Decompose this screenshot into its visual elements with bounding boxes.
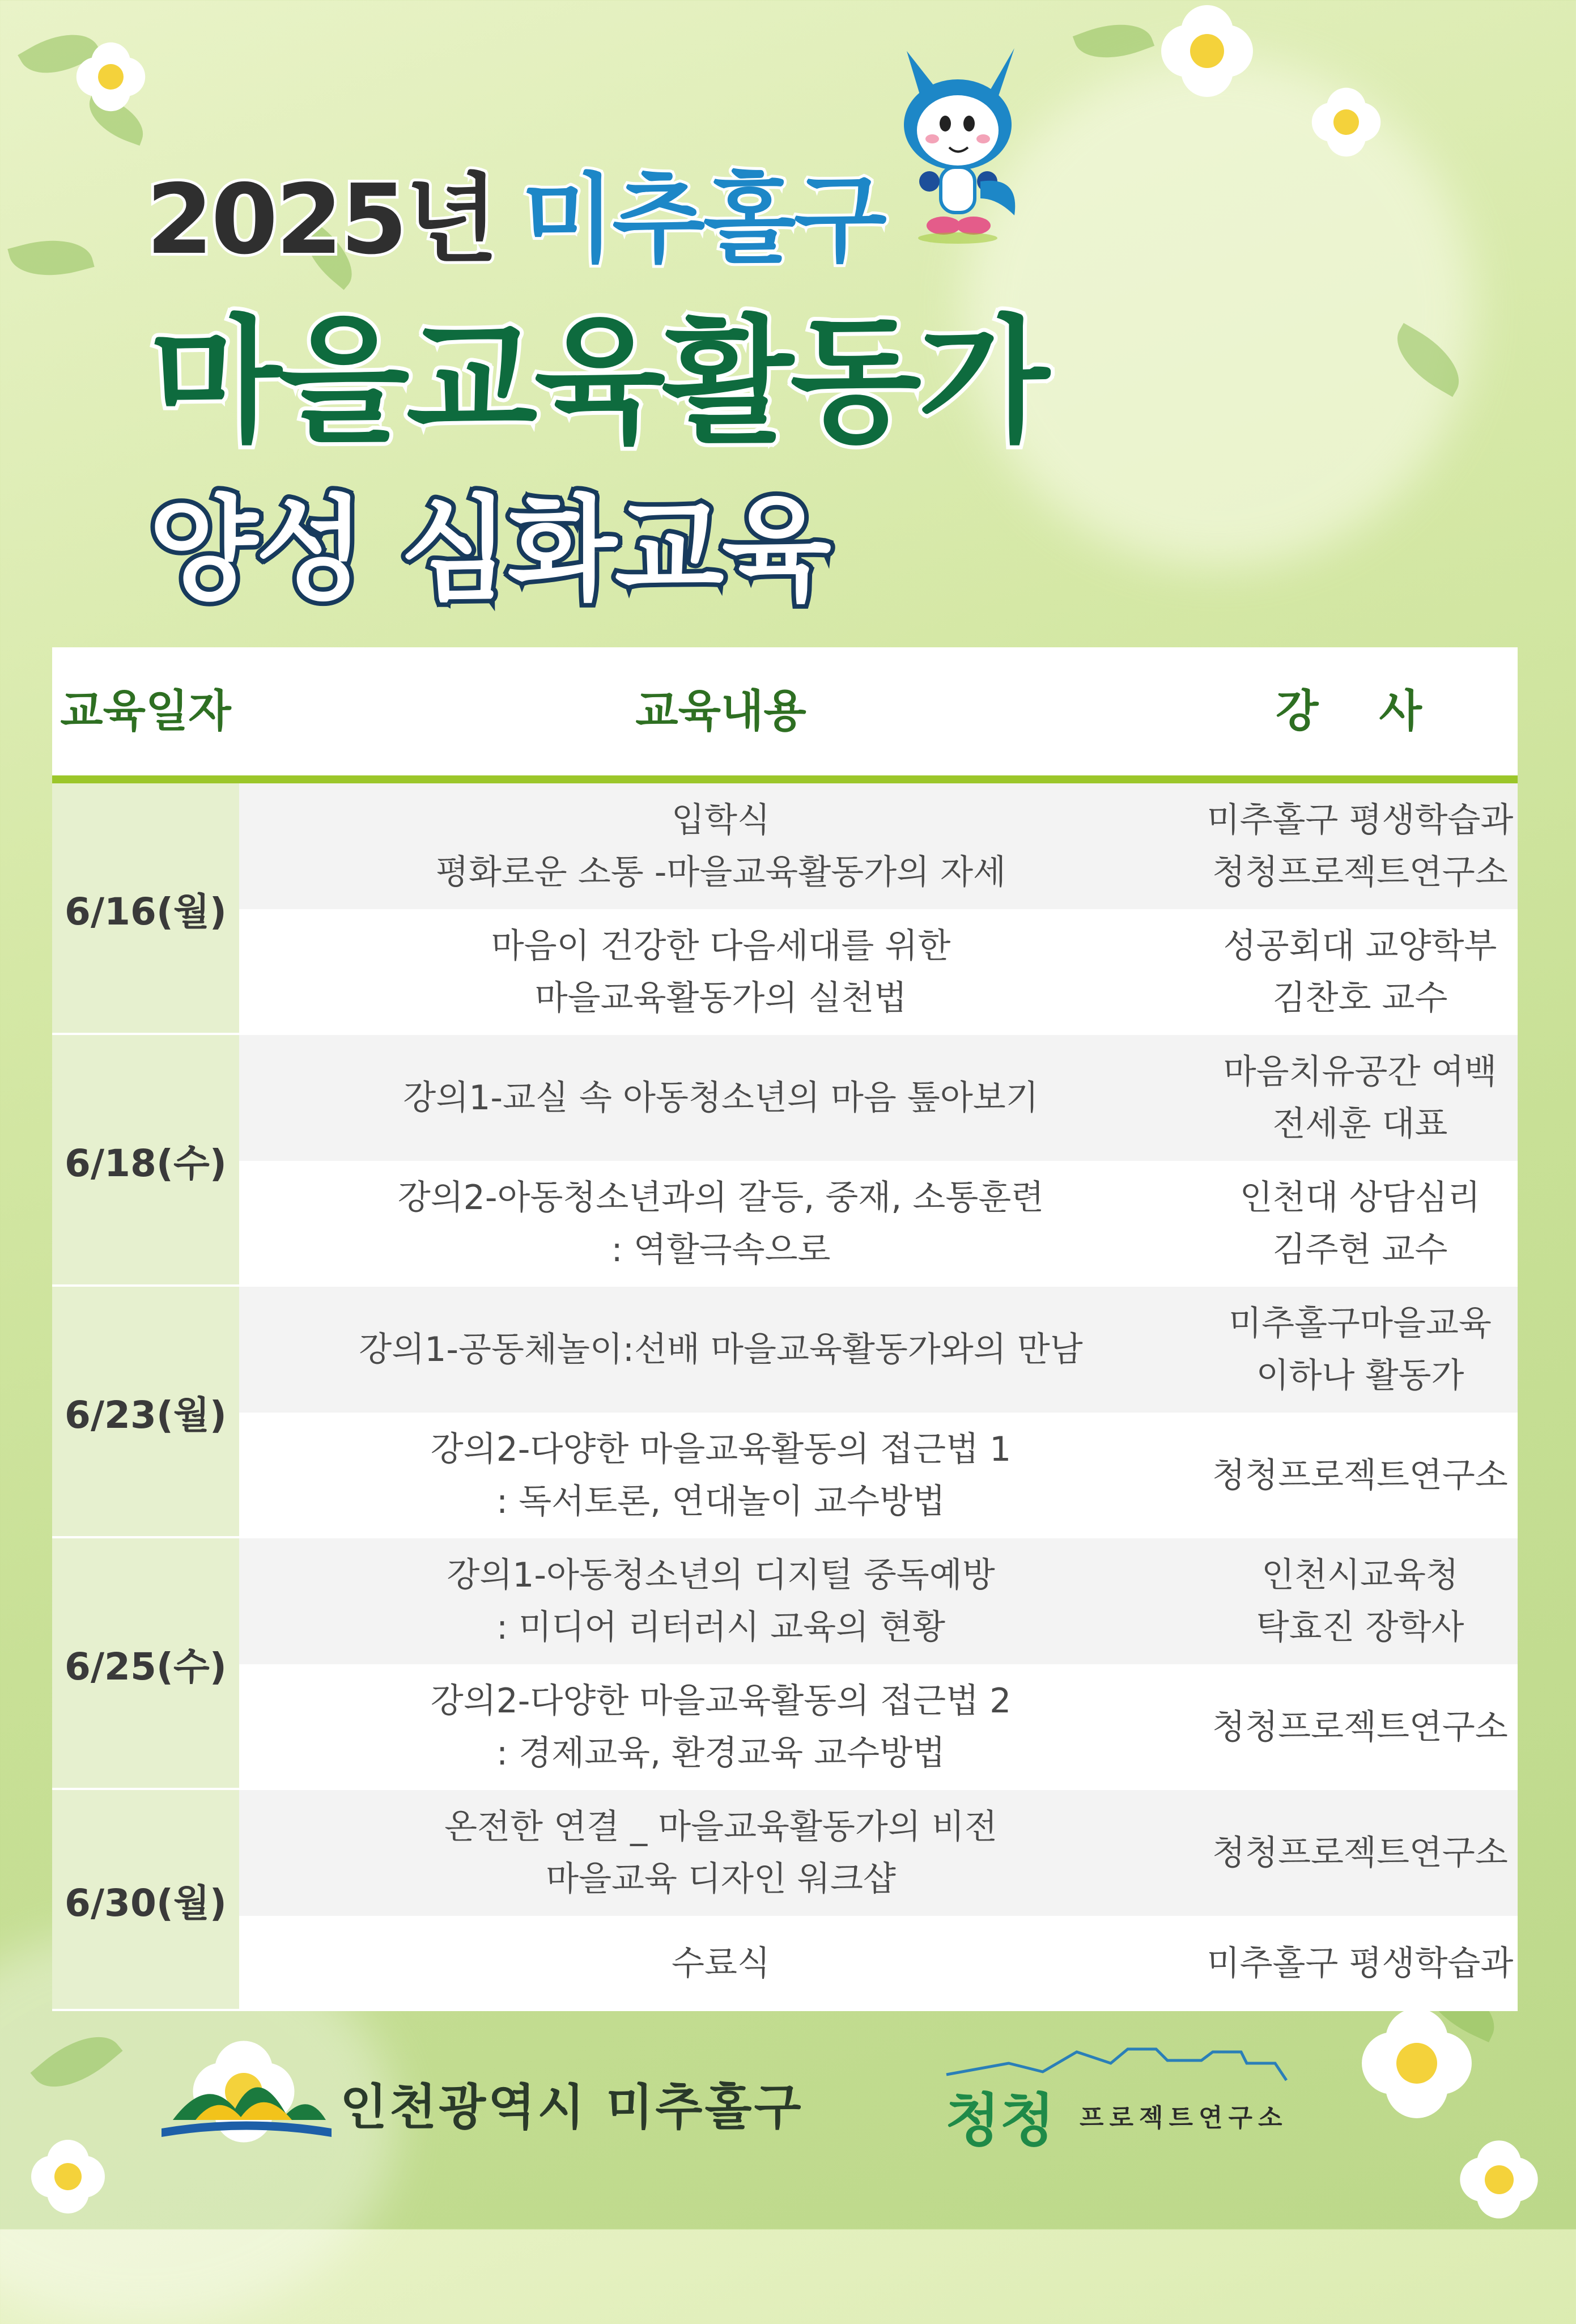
mascot-icon bbox=[884, 45, 1031, 249]
footer-org-michuhol: 인천광역시 미추홀구 bbox=[340, 2079, 804, 2136]
content-line: : 역할극속으로 bbox=[611, 1230, 831, 1270]
footer-org-name: 프로젝트연구소 bbox=[1080, 2104, 1288, 2132]
table-row bbox=[239, 1790, 1518, 1916]
title-year: 2025년 bbox=[146, 164, 496, 276]
lecturer-cell bbox=[1203, 1664, 1518, 1790]
content-cell bbox=[239, 1413, 1203, 1538]
lecturer-line: 청청프로젝트연구소 bbox=[1212, 1456, 1508, 1495]
content-line: 마을교육활동가의 실천법 bbox=[534, 978, 907, 1018]
table-row bbox=[239, 1664, 1518, 1790]
table-row bbox=[239, 1161, 1518, 1287]
lecturer-line: 미추홀구 평생학습과 bbox=[1207, 1944, 1514, 1983]
lecturer-cell bbox=[1203, 1538, 1518, 1664]
lecturer-line: 김찬호 교수 bbox=[1272, 978, 1448, 1018]
flower-icon bbox=[1150, 0, 1264, 108]
lecturer-cell bbox=[1203, 1916, 1518, 2011]
date-cell: 6/18(수) bbox=[52, 1035, 239, 1287]
content-cell bbox=[239, 1538, 1203, 1664]
page-title: 마을교육활동가 bbox=[150, 302, 1046, 461]
schedule-table bbox=[52, 647, 1518, 2011]
header-date: 교육일자 bbox=[60, 686, 231, 737]
content-line: 강의2-다양한 마을교육활동의 접근법 1 bbox=[430, 1430, 1012, 1469]
content-line: 온전한 연결 _ 마을교육활동가의 비전 bbox=[444, 1807, 997, 1847]
content-line: 강의1-공동체놀이:선배 마을교육활동가와의 만남 bbox=[359, 1330, 1083, 1369]
leaf-decoration bbox=[7, 228, 94, 287]
date-cell: 6/30(월) bbox=[52, 1790, 239, 2011]
table-row bbox=[239, 1916, 1518, 2011]
lecturer-line: 미추홀구마을교육 bbox=[1229, 1304, 1492, 1343]
content-line: : 경제교육, 환경교육 교수방법 bbox=[496, 1733, 946, 1773]
flower-icon bbox=[23, 2131, 113, 2222]
lecturer-line: 이하나 활동가 bbox=[1256, 1356, 1464, 1396]
content-cell bbox=[239, 1664, 1203, 1790]
date-cell: 6/23(월) bbox=[52, 1287, 239, 1538]
content-line: 강의1-아동청소년의 디지털 중독예방 bbox=[447, 1555, 995, 1595]
header-lecturer: 강 사 bbox=[1276, 686, 1445, 737]
lecturer-line: 청청프로젝트연구소 bbox=[1212, 853, 1508, 892]
content-cell bbox=[239, 1790, 1203, 1916]
lecturer-line: 인천시교육청 bbox=[1261, 1555, 1459, 1595]
content-line: 입학식 bbox=[672, 800, 770, 840]
flower-icon bbox=[68, 34, 153, 119]
table-row bbox=[239, 1538, 1518, 1664]
lecturer-line: 전세훈 대표 bbox=[1272, 1104, 1448, 1144]
content-cell bbox=[239, 1916, 1203, 2011]
content-line: : 미디어 리터러시 교육의 현황 bbox=[496, 1608, 946, 1647]
lecturer-line: 탁효진 장학사 bbox=[1256, 1608, 1464, 1647]
content-cell bbox=[239, 1287, 1203, 1413]
lecturer-cell bbox=[1203, 1035, 1518, 1161]
content-cell bbox=[239, 1035, 1203, 1161]
lecturer-line: 마음치유공간 여백 bbox=[1223, 1052, 1497, 1092]
flower-icon bbox=[1303, 79, 1388, 164]
lecturer-cell bbox=[1203, 1161, 1518, 1287]
content-line: 강의2-다양한 마을교육활동의 접근법 2 bbox=[430, 1681, 1012, 1721]
content-line: 강의2-아동청소년과의 갈등, 중재, 소통훈련 bbox=[397, 1178, 1044, 1218]
lecturer-line: 성공회대 교양학부 bbox=[1223, 926, 1497, 966]
lecturer-cell bbox=[1203, 1287, 1518, 1413]
lecturer-line: 김주현 교수 bbox=[1272, 1230, 1448, 1270]
table-header bbox=[52, 647, 1518, 783]
content-line: 평화로운 소통 -마을교육활동가의 자세 bbox=[435, 853, 1006, 892]
content-cell bbox=[239, 1161, 1203, 1287]
flower-icon bbox=[1349, 1995, 1485, 2131]
content-line: 수료식 bbox=[672, 1944, 770, 1983]
lecturer-line: 청청프로젝트연구소 bbox=[1212, 1833, 1508, 1873]
date-cell: 6/25(수) bbox=[52, 1538, 239, 1790]
leaf-decoration bbox=[1073, 11, 1154, 71]
table-row bbox=[239, 783, 1518, 909]
content-line: : 독서토론, 연대놀이 교수방법 bbox=[496, 1482, 946, 1521]
lecturer-cell bbox=[1203, 783, 1518, 909]
lecturer-cell bbox=[1203, 909, 1518, 1035]
content-line: 마을교육 디자인 워크샵 bbox=[546, 1859, 896, 1899]
table-row bbox=[239, 1287, 1518, 1413]
title-district: 미추홀구 bbox=[521, 164, 885, 276]
content-line: 마음이 건강한 다음세대를 위한 bbox=[491, 926, 951, 966]
flower-icon bbox=[1451, 2131, 1547, 2228]
header-content: 교육내용 bbox=[635, 686, 806, 737]
footer-org-mark: 청청 bbox=[945, 2087, 1055, 2153]
content-cell bbox=[239, 783, 1203, 909]
content-cell bbox=[239, 909, 1203, 1035]
lecturer-line: 미추홀구 평생학습과 bbox=[1207, 800, 1514, 840]
michuhol-logo-icon bbox=[162, 2052, 332, 2143]
date-cell: 6/16(월) bbox=[52, 783, 239, 1035]
lecturer-line: 인천대 상담심리 bbox=[1239, 1178, 1481, 1218]
table-row bbox=[239, 1035, 1518, 1161]
page-subtitle: 양성 심화교육 bbox=[148, 484, 829, 616]
lecturer-line: 청청프로젝트연구소 bbox=[1212, 1707, 1508, 1747]
table-row bbox=[239, 1413, 1518, 1538]
lecturer-cell bbox=[1203, 1790, 1518, 1916]
lecturer-cell bbox=[1203, 1413, 1518, 1538]
content-line: 강의1-교실 속 아동청소년의 마음 톺아보기 bbox=[403, 1078, 1039, 1118]
table-row bbox=[239, 909, 1518, 1035]
